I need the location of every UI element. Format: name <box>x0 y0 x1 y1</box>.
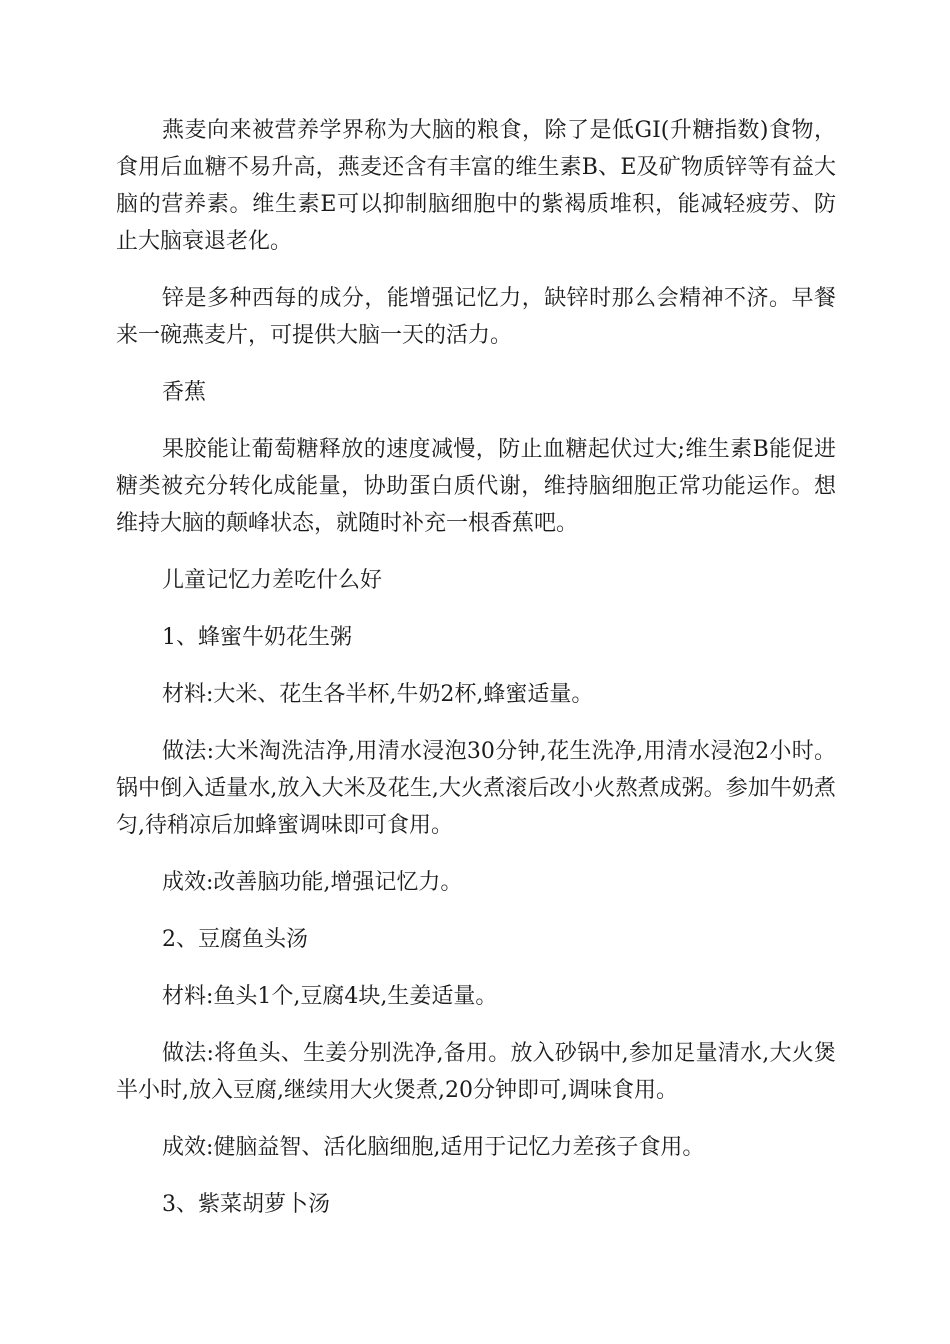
heading-banana: 香蕉 <box>162 380 207 405</box>
recipe-2-method: 做法:将鱼头、生姜分别洗净,备用。放入砂锅中,参加足量清水,大火煲半小时,放入豆腐,继续用大火煲煮,20分钟即可,调味食用。 <box>116 1041 836 1103</box>
heading-children-memory: 儿童记忆力差吃什么好 <box>162 568 383 593</box>
paragraph-zinc: 锌是多种西每的成分，能增强记忆力，缺锌时那么会精神不济。早餐来一碗燕麦片，可提供大脑一天的活力。 <box>116 286 836 348</box>
recipe-1-title: 1、蜂蜜牛奶花生粥 <box>162 625 352 650</box>
document-page <box>116 112 836 1243</box>
recipe-1-effect: 成效:改善脑功能,增强记忆力。 <box>162 870 463 895</box>
paragraph-oats-intro: 燕麦向来被营养学界称为大脑的粮食，除了是低GI(升糖指数)食物，食用后血糖不易升高，燕麦还含有丰富的维生素B、E及矿物质锌等有益大脑的营养素。维生素E可以抑制脑细胞中的紫褐质堆积，能减轻疲劳、防止大脑衰退老化。 <box>116 118 836 254</box>
paragraph-banana: 果胶能让葡萄糖释放的速度减慢，防止血糖起伏过大;维生素B能促进糖类被充分转化成能量，协助蛋白质代谢，维持脑细胞正常功能运作。想维持大脑的颠峰状态，就随时补充一根香蕉吧。 <box>116 437 836 536</box>
recipe-3-title: 3、紫菜胡萝卜汤 <box>162 1192 330 1217</box>
recipe-2-ingredients: 材料:鱼头1个,豆腐4块,生姜适量。 <box>162 984 498 1009</box>
recipe-1-method: 做法:大米淘洗洁净,用清水浸泡30分钟,花生洗净,用清水浸泡2小时。锅中倒入适量水,放入大米及花生,大火煮滚后改小火熬煮成粥。参加牛奶煮匀,待稍凉后加蜂蜜调味即可食用。 <box>116 739 836 838</box>
recipe-1-ingredients: 材料:大米、花生各半杯,牛奶2杯,蜂蜜适量。 <box>162 682 594 707</box>
recipe-2-title: 2、豆腐鱼头汤 <box>162 927 308 952</box>
recipe-2-effect: 成效:健脑益智、活化脑细胞,适用于记忆力差孩子食用。 <box>162 1135 705 1160</box>
